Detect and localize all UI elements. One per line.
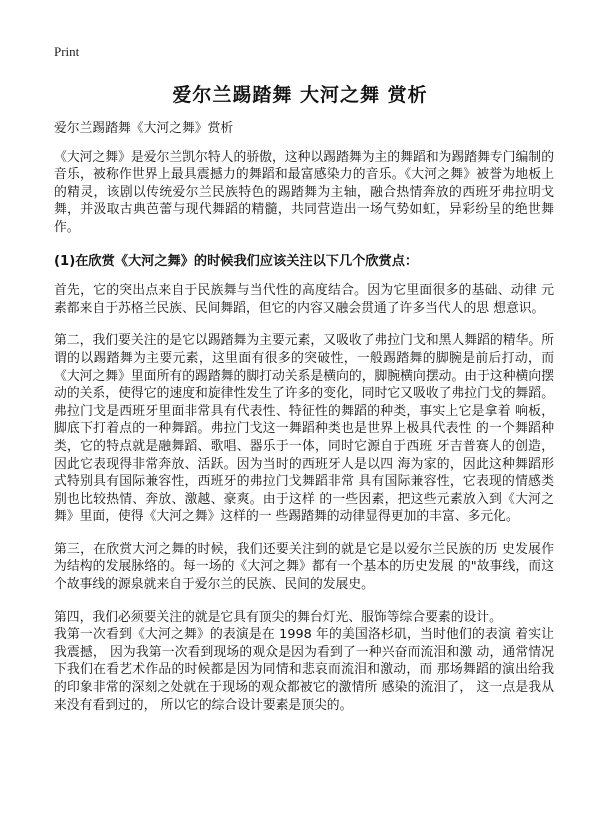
paragraph-fourth-b: 我第一次看到《大河之舞》的表演是在 1998 年的美国洛杉矶，当时他们的表演 着实让我震撼， 因为我第一次看到现场的观众是因为看到了一种兴奋而流泪和激 动，通常情况下我们在看艺术作品的时候都是因为同情和悲哀而流泪和激动，而 那场舞蹈的演出给我的印象非常的深刻之处就在于现场的观众都被它的激情所 感染的流泪了， 这一点是我从来没有看到过的， 所以它的综合设计要素是顶尖的。	[54, 627, 554, 713]
paragraph-fourth-a: 第四，我们必须要关注的就是它具有顶尖的舞台灯光、服饰等综合要素的设计。	[54, 609, 502, 625]
print-label: Print	[54, 44, 80, 59]
paragraph-second: 第二，我们要关注的是它以踢踏舞为主要元素，又吸收了弗拉门戈和黑人舞蹈的精华。所谓的以踢踏舞为主要元素，这里面有很多的突破性，一般踢踏舞的脚腕是前后打动，而《大河之舞》里面所有的踢踏舞的脚打动关系是横向的，脚腕横向摆动。由于这种横向摆动的关系，使得它的速度和旋律性发生了许多的变化，同时它又吸收了弗拉门戈的舞蹈。弗拉门戈是西班牙里面非常具有代表性、特征性的舞蹈的种类，事实上它是拿着 响板，脚底下打着点的一种舞蹈。弗拉门戈这一舞蹈种类也是世界上极具代表性 的一个舞蹈种类，它的特点就是融舞蹈、歌唱、器乐于一体，同时它源自于西班 牙吉普赛人的创造，因此它表现得非常奔放、活跃。因为当时的西班牙人是以四 海为家的，因此这种舞蹈形式特别具有国际兼容性，西班牙的弗拉门戈舞蹈非常 具有国际兼容性，它表现的情感类别也比较热情、奔放、激越、豪爽。由于这样 的一些因素，把这些元素放入到《大河之舞》里面，使得《大河之舞》这样的一 些踢踏舞的动律显得更加的丰富、多元化。	[54, 333, 554, 525]
document-title: 爱尔兰踢踏舞 大河之舞 赏析	[172, 84, 428, 106]
document-subtitle: 爱尔兰踢踏舞《大河之舞》赏析	[54, 121, 234, 136]
document-body	[54, 120, 554, 729]
paragraph-intro: 《大河之舞》是爱尔兰凯尔特人的骄傲，这种以踢踏舞为主的舞蹈和为踢踏舞专门编制的音乐，被称作世界上最具震撼力的舞蹈和最富感染力的音乐。《大河之舞》被誉为地板上的精灵，该剧以传统爱尔兰民族特色的踢踏舞为主轴，融合热情奔放的西班牙弗拉明戈舞，并汲取古典芭蕾与现代舞蹈的精髓，共同营造出一场气势如虹，异彩纷呈的绝世舞作。	[54, 149, 554, 235]
paragraph-first: 首先，它的突出点来自于民族舞与当代性的高度结合。因为它里面很多的基础、动律 元素都来自于苏格兰民族、民间舞蹈，但它的内容又融会贯通了许多当代人的思 想意识。	[54, 283, 554, 316]
paragraph-third: 第三，在欣赏大河之舞的时候，我们还要关注到的就是它是以爱尔兰民族的历 史发展作为结构的发展脉络的。每一场的《大河之舞》都有一个基本的历史发展 的"故事线，而这个故事线的源泉就来自于爱尔兰的民族、民间的发展史。	[54, 541, 554, 593]
section-heading: (1)在欣赏《大河之舞》的时候我们应该关注以下几个欣赏点：	[54, 253, 419, 269]
